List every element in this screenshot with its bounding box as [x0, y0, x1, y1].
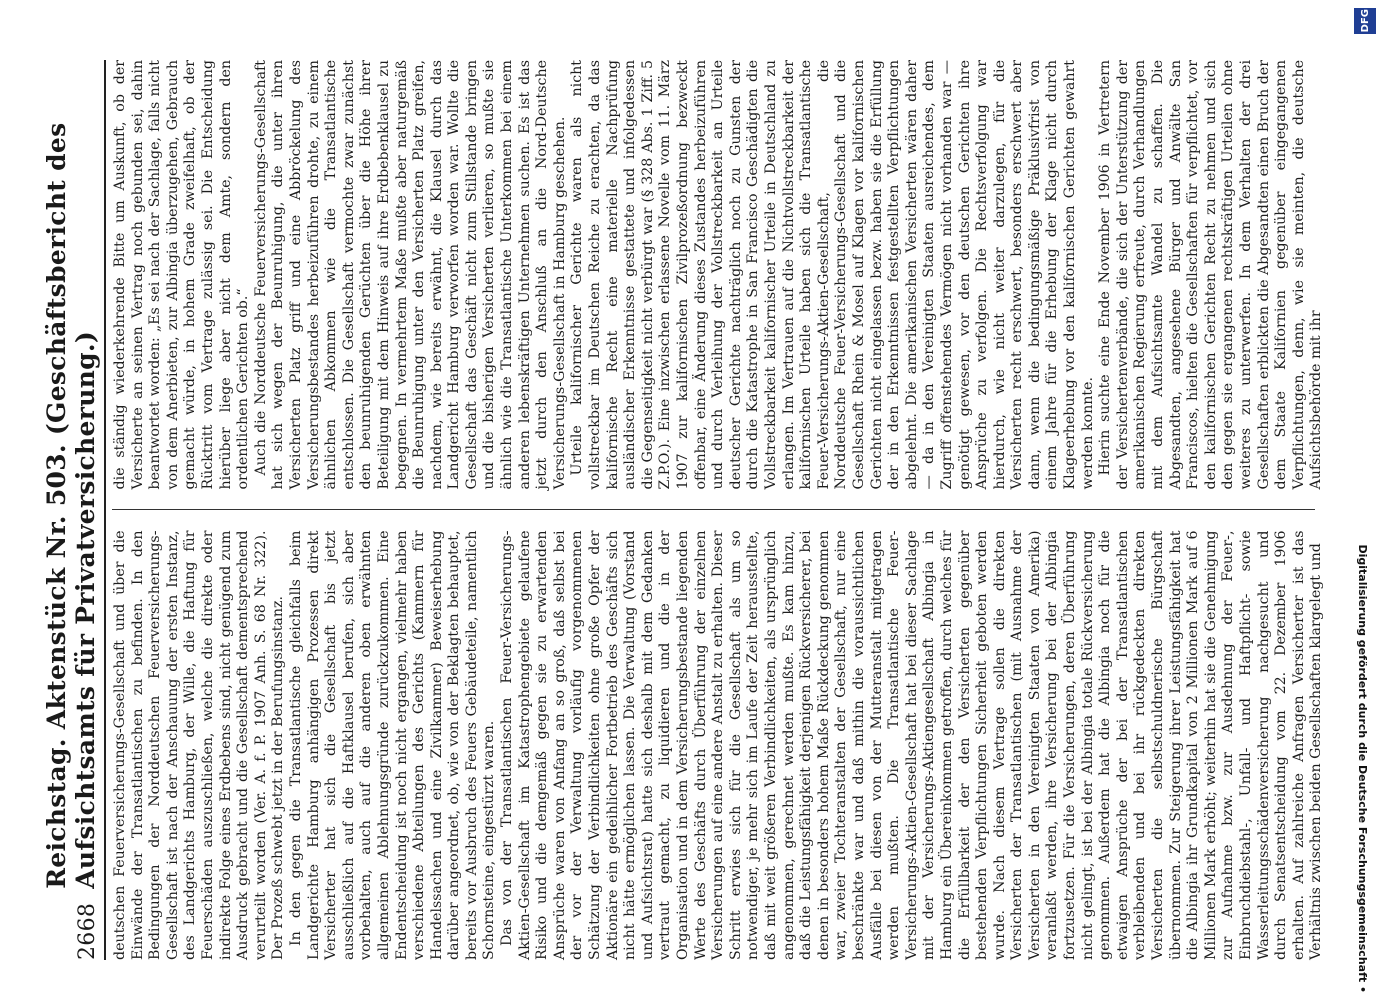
- paragraph: Das von der Transatlantischen Feuer-Versicherungs-Aktien-Gesellschaft im Katastrophengebiete gelaufene Risiko und die demgemäß gegen sie zu erwartenden Ansprüche waren von Anfang an so groß, daß selbst bei der vor der Verwaltung vorläufig vorgenommenen Schätzung der Verbindlichkeiten ohne große Opfer der Aktionäre ein gedeihlicher Fortbetrieb des Geschäfts sich nicht hätte ermöglichen lassen. Die Verwaltung (Vorstand und Aufsichtsrat) hatte sich deshalb mit dem Gedanken vertraut gemacht, zu liquidieren und die in der Organisation und in dem Versicherungsbestande liegenden Werte des Geschäfts durch Überführung der einzelnen Versicherungen auf eine andere Anstalt zu erhalten. Dieser Schritt erwies sich für die Gesellschaft als um so notwendiger, je mehr sich im Laufe der Zeit herausstellte, daß mit weit größeren Verbindlichkeiten, als ursprünglich angenommen, gerechnet werden mußte. Es kam hinzu, daß die Leistungsfähigkeit derjenigen Rückversicherer, bei denen in besonders hohem Maße Rückdeckung genommen war, zweier Tochteranstalten der Gesellschaft, nur eine beschränkte war und daß mithin die voraussichtlichen Ausfälle bei diesen von der Mutteranstalt mitgetragen werden mußten. Die Transatlantische Feuer-Versicherungs-Aktien-Gesellschaft hat bei dieser Sachlage mit der Versicherungs-Aktiengesellschaft Albingia in Hamburg ein Übereinkommen getroffen, durch welches für die Erfüllbarkeit der den Versicherten gegenüber bestehenden Verpflichtungen Sicherheit geboten werden wurde. Nach diesem Vertrage sollen die direkten Versicherten der Transatlantischen (mit Ausnahme der Versicherten in den Vereinigten Staaten von Amerika) veranlaßt werden, ihre Versicherung bei der Albingia fortzusetzen. Für die Versicherungen, deren Überführung nicht gelingt, ist bei der Albingia totale Rückversicherung genommen. Außerdem hat die Albingia noch für die etwaigen Ansprüche der bei der Transatlantischen verbleibenden und bei ihr rückgedeckten direkten Versicherten die selbstschuldnerische Bürgschaft übernommen. Zur Steigerung ihrer Leistungsfähigkeit hat die Albingia ihr Grundkapital von 2 Millionen Mark auf 6 Millionen Mark erhöht; weiterhin hat sie die Genehmigung zur Aufnahme bzw. zur Ausdehnung der Feuer-, Einbruchdiebstahl-, Unfall- und Haftpflicht- sowie Wasserleitungsschädenversicherung nachgesucht und durch Senatsentscheidung vom 22. Dezember 1906 erhalten. Auf zahlreiche Anfragen Versicherter ist das Verhältnis zwischen beiden Gesellschaften klargelegt und: [499, 530, 1325, 960]
- paragraph: deutschen Feuerversicherungs-Gesellschaft und über die Einwände der Transatlantischen zu befinden. In den Bedingungen der Norddeutschen Feuerversicherungs-Gesellschaft ist nach der Anschauung der ersten Instanz, des Landgerichts Hamburg, der Wille, die Haftung für Feuerschäden auszuschließen, welche die direkte oder indirekte Folge eines Erdbebens sind, nicht genügend zum Ausdruck gebracht und die Gesellschaft dementsprechend verurteilt worden (Ver. A. f. P. 1907 Anh. S. 68 Nr. 322). Der Prozeß schwebt jetzt in der Berufungsinstanz.: [112, 530, 287, 960]
- page-number: 2668: [75, 902, 100, 960]
- header-rule: [104, 60, 106, 960]
- digitization-credit: [1353, 8, 1373, 993]
- paragraph: Hierin suchte eine Ende November 1906 in Vertretern der Versichertenverbände, die sich der Unterstützung der amerikanischen Regierung erfreute, durch Verhandlungen mit dem Aufsichtsamte Wandel zu schaffen. Die Abgesandten, angesehene Bürger und Anwälte San Franciscos, hielten die Gesellschaften für verpflichtet, vor den kalifornischen Gerichten Recht zu nehmen und sich den gegen sie ergangenen rechtskräftigen Urteilen ohne weiteres zu unterwerfen. In dem Verhalten der drei Gesellschaften erblickten die Abgesandten einen Bruch der dem Staate Kalifornien gegenüber eingegangenen Verpflichtungen, denn, wie sie meinten, die deutsche Aufsichtsbehörde mit ihr: [1097, 60, 1325, 490]
- left-column: [112, 530, 1325, 961]
- right-column: [112, 60, 1325, 490]
- column-divider: [112, 510, 1315, 511]
- paragraph: Auch die Norddeutsche Feuerversicherungs-Gesellschaft hat sich wegen der Beunruhigung, die unter ihren Versicherten Platz griff und eine Abbröckelung des Versicherungsbestandes herbeizuführen drohte, zu einem ähnlichen Abkommen wie die Transatlantische entschlossen. Die Gesellschaft vermochte zwar zunächst den beunruhigenden Gerüchten über die Höhe ihrer Beteiligung mit dem Hinweis auf ihre Erdbebenklausel zu begegnen. In vermehrtem Maße mußte aber naturgemäß die Beunruhigung unter den Versicherten Platz greifen, nachdem, wie bereits erwähnt, die Klausel durch das Landgericht Hamburg verworfen worden war. Wollte die Gesellschaft das Geschäft nicht zum Stillstande bringen und die bisherigen Versicherten verlieren, so mußte sie ähnlich wie die Transatlantische Unterkommen bei einem anderen lebenskräftigen Unternehmen suchen. Es ist das jetzt durch den Anschluß an die Nord-Deutsche Versicherungs-Gesellschaft in Hamburg geschehen.: [252, 60, 568, 490]
- page-title: Reichstag. Aktenstück Nr. 503. (Geschäftsbericht des Aufsichtsamts für Privatversicherung.): [42, 122, 100, 889]
- text-columns: [112, 60, 1325, 960]
- paragraph: In den gegen die Transatlantische gleichfalls beim Landgerichte Hamburg anhängigen Prozessen direkt Versicherter hat sich die Gesellschaft bis jetzt ausschließlich auf die Haftklausel berufen, sich aber vorbehalten, auch auf die anderen oben erwähnten allgemeinen Ablehnungsgründe zurückzukommen. Eine Endentscheidung ist noch nicht ergangen, vielmehr haben verschiedene Abteilungen des Gerichts (Kammern für Handelssachen und eine Zivilkammer) Beweiserhebung darüber angeordnet, ob, wie von der Beklagten behauptet, bereits vor Ausbruch des Feuers Gebäudeteile, namentlich Schornsteine, eingestürzt waren.: [287, 530, 498, 960]
- credit-text: Digitalisierung gefördert durch die Deutsche Forschungsgemeinschaft •: [1356, 544, 1370, 993]
- paragraph: Urteile kalifornischer Gerichte waren als nicht vollstreckbar im Deutschen Reiche zu erachten, da das kalifornische Recht eine materielle Nachprüfung ausländischer Erkenntnisse gestattete und infolgedessen die Gegenseitigkeit nicht verbürgt war (§ 328 Abs. 1 Ziff. 5 Z.P.O.). Eine inzwischen erlassene Novelle vom 11. März 1907 zur kalifornischen Zivilprozeßordnung bezweckt offenbar, eine Änderung dieses Zustandes herbeizuführen und durch Verleihung der Vollstreckbarkeit an Urteile deutscher Gerichte nachträglich noch zu Gunsten der durch die Katastrophe in San Francisco Geschädigten die Vollstreckbarkeit kalifornischer Urteile in Deutschland zu erlangen. Im Vertrauen auf die Nichtvollstreckbarkeit der kalifornischen Urteile haben sich die Transatlantische Feuer-Versicherungs-Aktien-Gesellschaft, die Norddeutsche Feuer-Versicherungs-Gesellschaft und die Gesellschaft Rhein & Mosel auf Klagen vor kalifornischen Gerichten nicht eingelassen bezw. haben sie die Erfüllung der in den Erkenntnissen festgestellten Verpflichtungen abgelehnt. Die amerikanischen Versicherten wären daher — da in den Vereinigten Staaten ausreichendes, dem Zugriff offenstehendes Vermögen nicht vorhanden war — genötigt gewesen, vor den deutschen Gerichten ihre Ansprüche zu verfolgen. Die Rechtsverfolgung war hierdurch, wie nicht weiter darzulegen, für die Versicherten recht erschwert, besonders erschwert aber dann, wenn die bedingungsmäßige Präklusivfrist von einem Jahre für die Erhebung der Klage nicht durch Klageerhebung vor den kalifornischen Gerichten gewahrt werden konnte.: [569, 60, 1096, 490]
- page-header: [42, 60, 100, 960]
- rotated-page: [42, 60, 1325, 960]
- dfg-logo: DFG: [1354, 8, 1376, 34]
- paragraph: die ständig wiederkehrende Bitte um Auskunft, ob der Versicherte an seinen Vertrag noch gebunden sei, dahin beantwortet worden: „Es sei nach der Sachlage, falls nicht von dem Anerbieten, zur Albingia überzugehen, Gebrauch gemacht würde, in hohem Grade zweifelhaft, ob der Rücktritt vom Vertrage zulässig sei. Die Entscheidung hierüber liege aber nicht dem Amte, sondern den ordentlichen Gerichten ob.“: [112, 60, 252, 490]
